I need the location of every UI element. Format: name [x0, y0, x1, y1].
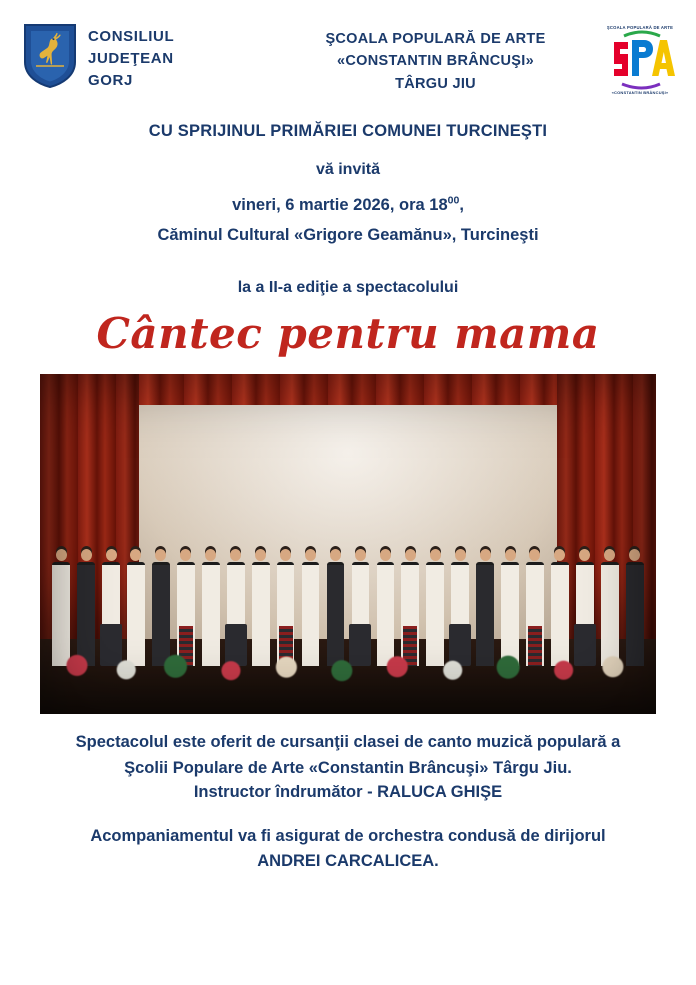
footer-orchestra-line-1: Acompaniamentul va fi asigurat de orchestra condusă de dirijorul	[90, 827, 606, 846]
school-line-2: «CONSTANTIN BRÂNCUŞI»	[337, 53, 534, 70]
footer-instructor: Instructor îndrumător - RALUCA GHIŞE	[193, 783, 503, 802]
council-line-1: CONSILIUL	[88, 28, 175, 45]
gorj-county-crest-icon	[22, 22, 78, 90]
logo-top-text: ŞCOALA POPULARĂ DE ARTE	[606, 25, 674, 30]
event-date-tail: ,	[459, 196, 464, 214]
event-photo	[40, 374, 656, 714]
council-line-2: JUDEŢEAN	[88, 49, 174, 67]
logo-bottom-text: «CONSTANTIN BRÂNCUŞI»	[611, 90, 669, 95]
footer-line-2: Şcolii Populare de Arte «Constantin Brâncuşi» Târgu Jiu.	[124, 758, 572, 777]
invitation-line: vă invită	[315, 161, 381, 178]
event-time-superscript: 00	[447, 194, 460, 207]
council-block	[22, 22, 277, 91]
school-block	[277, 22, 604, 95]
footer-orchestra-line-2: ANDREI CARCALICEA.	[257, 851, 439, 870]
support-line: CU SPRIJINUL PRIMĂRIEI COMUNEI TURCINEŞTI	[148, 122, 548, 140]
poster-footer	[0, 730, 696, 874]
event-title: Cântec pentru mama	[96, 309, 600, 358]
council-name	[88, 22, 174, 91]
poster-header	[0, 0, 696, 96]
event-edition: la a II-a ediţie a spectacolului	[237, 279, 459, 296]
school-logo	[604, 22, 678, 96]
event-date-main: vineri, 6 martie 2026, ora 18	[232, 196, 448, 214]
school-line-1: ŞCOALA POPULARĂ DE ARTE	[325, 31, 546, 47]
spa-monogram-icon	[604, 24, 676, 96]
council-line-3: GORJ	[88, 71, 133, 89]
school-line-3: TÂRGU JIU	[395, 75, 476, 92]
event-venue: Căminul Cultural «Grigore Geamănu», Turcineşti	[157, 226, 539, 244]
footer-line-1: Spectacolul este oferit de cursanţii clasei de canto muzică populară a	[75, 733, 621, 751]
event-datetime	[0, 196, 696, 215]
